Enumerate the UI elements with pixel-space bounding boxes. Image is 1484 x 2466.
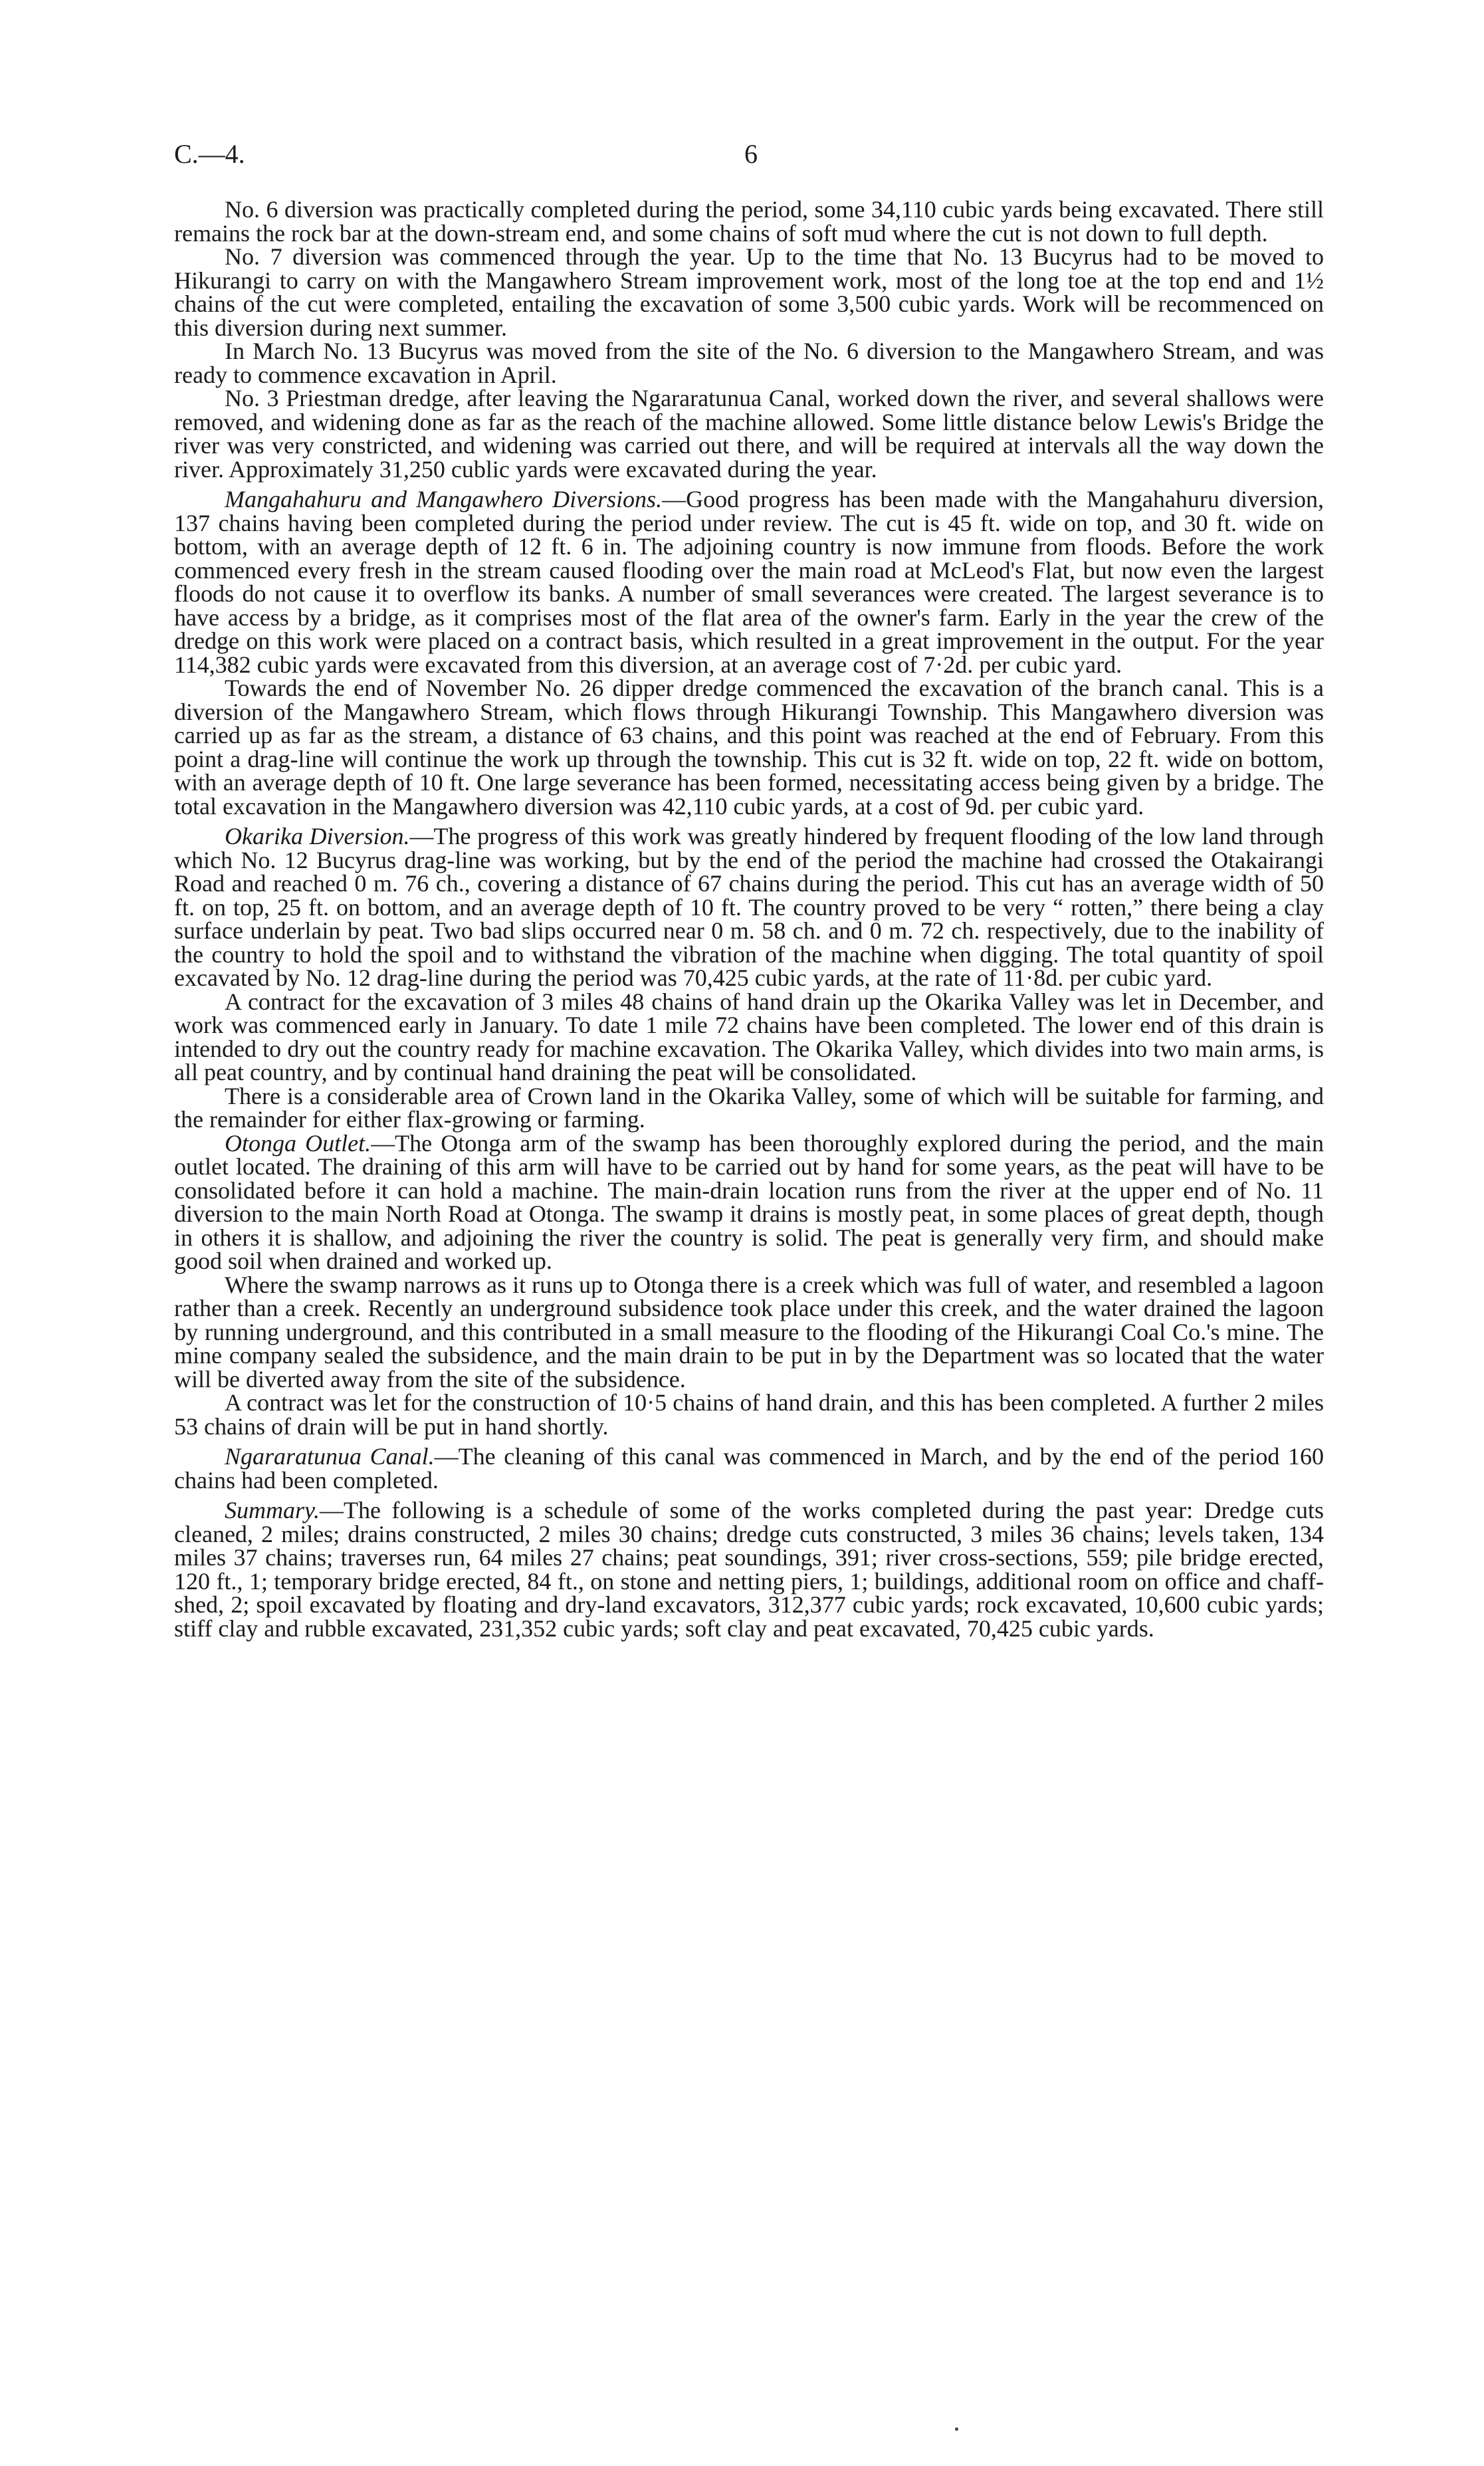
page-number: 6: [744, 139, 758, 169]
section-heading: Mangahahuru and Mangawhero Diversions.: [225, 486, 663, 512]
document-reference: C.—4.: [174, 139, 245, 169]
print-speck: [955, 2427, 958, 2431]
section-heading: Ngararatunua Canal.: [225, 1443, 435, 1470]
report-body: [174, 198, 1324, 1640]
paragraph-bucyrus-move: In March No. 13 Bucyrus was moved from the site of the No. 6 diversion to the Mangawhero Stream, and was ready to commence excavation in April.: [174, 338, 1324, 388]
paragraph-okarika-diversion: Okarika Diversion.—The progress of this work was greatly hindered by frequent flooding of the low land through which No. 12 Bucyrus drag-line was working, but by the end of the period the machine had crossed the Otakairangi Road and reached 0 m. 76 ch., covering a distance of 67 chains during the period. This cut has an average width of 50 ft. on top, 25 ft. on bottom, and an average depth of 10 ft. The country proved to be very “ rotten,” there being a clay surface underlain by peat. Two bad slips occurred near 0 m. 58 ch. and 0 m. 72 ch. respectively, due to the inability of the country to hold the spoil and to withstand the vibration of the machine when digging. The total quantity of spoil excavated by No. 12 drag-line during the period was 70,425 cubic yards, at the rate of 11·8d. per cubic yard.: [174, 823, 1324, 991]
paragraph-otonga-creek: Where the swamp narrows as it runs up to Otonga there is a creek which was full of water, and resembled a lagoon rather than a creek. Recently an underground subsidence took place under this creek, and the water drained the lagoon by running underground, and this contributed in a small measure to the flooding of the Hikurangi Coal Co.'s mine. The mine company sealed the subsidence, and the main drain to be put in by the Department was so located that the water will be diverted away from the site of the subsidence.: [174, 1271, 1324, 1393]
paragraph-okarika-hand-drain: A contract for the excavation of 3 miles 48 chains of hand drain up the Okarika Valley was let in December, and work was commenced early in January. To date 1 mile 72 chains have been completed. The lower end of this drain is intended to dry out the country ready for machine excavation. The Okarika Valley, which divides into two main arms, is all peat country, and by continual hand draining the peat will be consolidated.: [174, 988, 1324, 1085]
paragraph-mangahahuru: Mangahahuru and Mangawhero Diversions.—Good progress has been made with the Mangahahuru diversion, 137 chains having been completed during the period under review. The cut is 45 ft. wide on top, and 30 ft. wide on bottom, with an average depth of 12 ft. 6 in. The adjoining country is now immune from floods. Before the work commenced every fresh in the stream caused flooding over the main road at McLeod's Flat, but now even the largest floods do not cause it to overflow its banks. A number of small severances were created. The largest severance is to have access by a bridge, as it comprises most of the flat area of the owner's farm. Early in the year the crew of the dredge on this work were placed on a contract basis, which resulted in a great improvement in the output. For the year 114,382 cubic yards were excavated from this diversion, at an average cost of 7·2d. per cubic yard.: [174, 486, 1324, 678]
paragraph-otonga-outlet: Otonga Outlet.—The Otonga arm of the swamp has been thoroughly explored during the period, and the main outlet located. The draining of this arm will have to be carried out by hand for some years, as the peat will have to be consolidated before it can hold a machine. The main-drain location runs from the river at the upper end of No. 11 diversion to the main North Road at Otonga. The swamp it drains is mostly peat, in some places of great depth, though in others it is shallow, and adjoining the river the country is solid. The peat is generally very firm, and should make good soil when drained and worked up.: [174, 1129, 1325, 1274]
section-heading: Summary.: [225, 1497, 320, 1523]
paragraph-hand-drain-contract: A contract was let for the construction of 10·5 chains of hand drain, and this has been completed. A further 2 miles 53 chains of drain will be put in hand shortly.: [174, 1389, 1324, 1440]
paragraph-branch-canal: Towards the end of November No. 26 dipper dredge commenced the excavation of the branch canal. This is a diversion of the Mangawhero Stream, which flows through Hikurangi Township. This Mangawhero diversion was carried up as far as the stream, a distance of 63 chains, and this point was reached at the end of February. From this point a drag-line will continue the work up through the township. This cut is 32 ft. wide on top, 22 ft. wide on bottom, with an average depth of 10 ft. One large severance has been formed, necessitating access being given by a bridge. The total excavation in the Mangawhero diversion was 42,110 cubic yards, at a cost of 9d. per cubic yard.: [174, 675, 1324, 820]
page-header: [174, 138, 1324, 178]
paragraph-no6-diversion: No. 6 diversion was practically completed during the period, some 34,110 cubic yards being excavated. There still remains the rock bar at the down-stream end, and some chains of soft mud where the cut is not down to full depth.: [174, 196, 1324, 247]
paragraph-summary: Summary.—The following is a schedule of some of the works completed during the past year: Dredge cuts cleaned, 2 miles; drains constructed, 2 miles 30 chains; dredge cuts constructed, 3 miles 36 chains; levels taken, 134 miles 37 chains; traverses run, 64 miles 27 chains; peat soundings, 391; river cross-sections, 559; pile bridge erected, 120 ft., 1; temporary bridge erected, 84 ft., on stone and netting piers, 1; buildings, additional room on office and chaff-shed, 2; spoil excavated by floating and dry-land excavators, 312,377 cubic yards; rock excavated, 10,600 cubic yards; stiff clay and rubble excavated, 231,352 cubic yards; soft clay and peat excavated, 70,425 cubic yards.: [174, 1497, 1324, 1642]
paragraph-ngararatunua-canal: Ngararatunua Canal.—The cleaning of this canal was commenced in March, and by the end of the period 160 chains had been completed.: [174, 1443, 1324, 1494]
paragraph-priestman-dredge: No. 3 Priestman dredge, after leaving the Ngararatunua Canal, worked down the river, and several shallows were removed, and widening done as far as the reach of the machine allowed. Some little distance below Lewis's Bridge the river was very constricted, and widening was carried out there, and will be required at intervals all the way down the river. Approximately 31,250 cublic yards were excavated during the year.: [174, 385, 1324, 483]
section-heading: Otonga Outlet.: [225, 1129, 371, 1157]
section-heading: Okarika Diversion.: [225, 823, 410, 849]
paragraph-crown-land: There is a considerable area of Crown land in the Okarika Valley, some of which will be suitable for farming, and the remainder for either flax-growing or farming.: [174, 1082, 1324, 1133]
paragraph-no7-diversion: No. 7 diversion was commenced through the year. Up to the time that No. 13 Bucyrus had to be moved to Hikurangi to carry on with the Mangawhero Stream improvement work, most of the long toe at the top end and 1½ chains of the cut were completed, entailing the excavation of some 3,500 cubic yards. Work will be recommenced on this diversion during next summer.: [174, 243, 1324, 341]
